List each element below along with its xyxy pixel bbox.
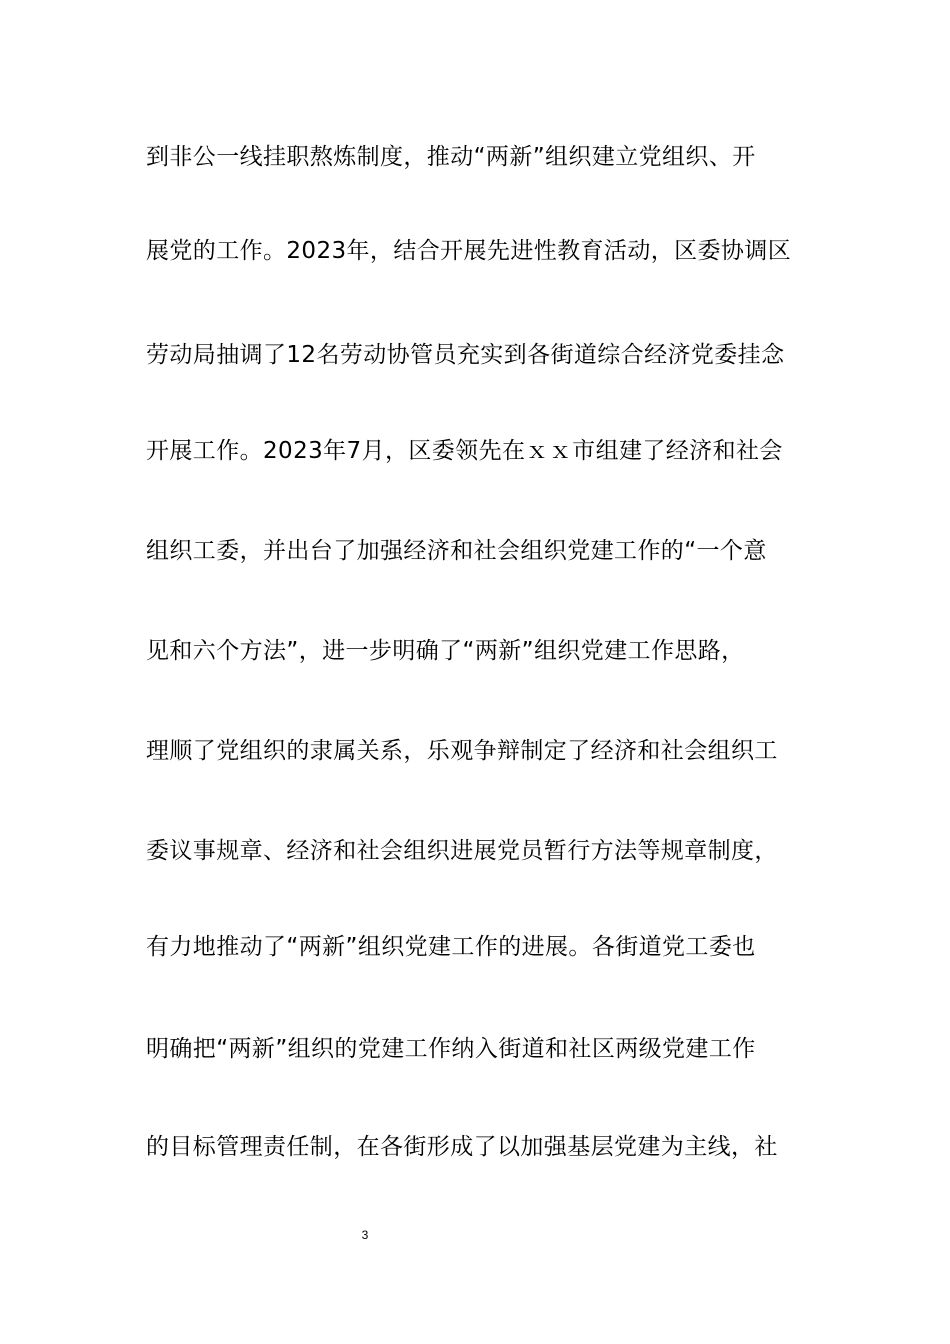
page-number: 3 xyxy=(361,1228,369,1242)
body-text-line: 开展工作。2023年7月，区委领先在ｘｘ市组建了经济和社会 xyxy=(146,438,783,464)
body-text-line: 理顺了党组织的隶属关系，乐观争辩制定了经济和社会组织工 xyxy=(146,738,778,764)
body-text-line: 有力地推动了“两新”组织党建工作的进展。各街道党工委也 xyxy=(146,934,756,960)
body-text-line: 到非公一线挂职熬炼制度，推动“两新”组织建立党组织、开 xyxy=(146,144,756,170)
body-text-line: 委议事规章、经济和社会组织进展党员暂行方法等规章制度， xyxy=(146,838,778,864)
body-text-line: 明确把“两新”组织的党建工作纳入街道和社区两级党建工作 xyxy=(146,1036,756,1062)
body-text-line: 劳动局抽调了12名劳动协管员充实到各街道综合经济党委挂念 xyxy=(146,342,785,368)
body-text-line: 见和六个方法”，进一步明确了“两新”组织党建工作思路， xyxy=(146,638,745,664)
body-text-line: 的目标管理责任制，在各街形成了以加强基层党建为主线，社 xyxy=(146,1134,778,1160)
body-text-line: 组织工委，并出台了加强经济和社会组织党建工作的“一个意 xyxy=(146,538,767,564)
body-text-line: 展党的工作。2023年，结合开展先进性教育活动，区委协调区 xyxy=(146,238,792,264)
